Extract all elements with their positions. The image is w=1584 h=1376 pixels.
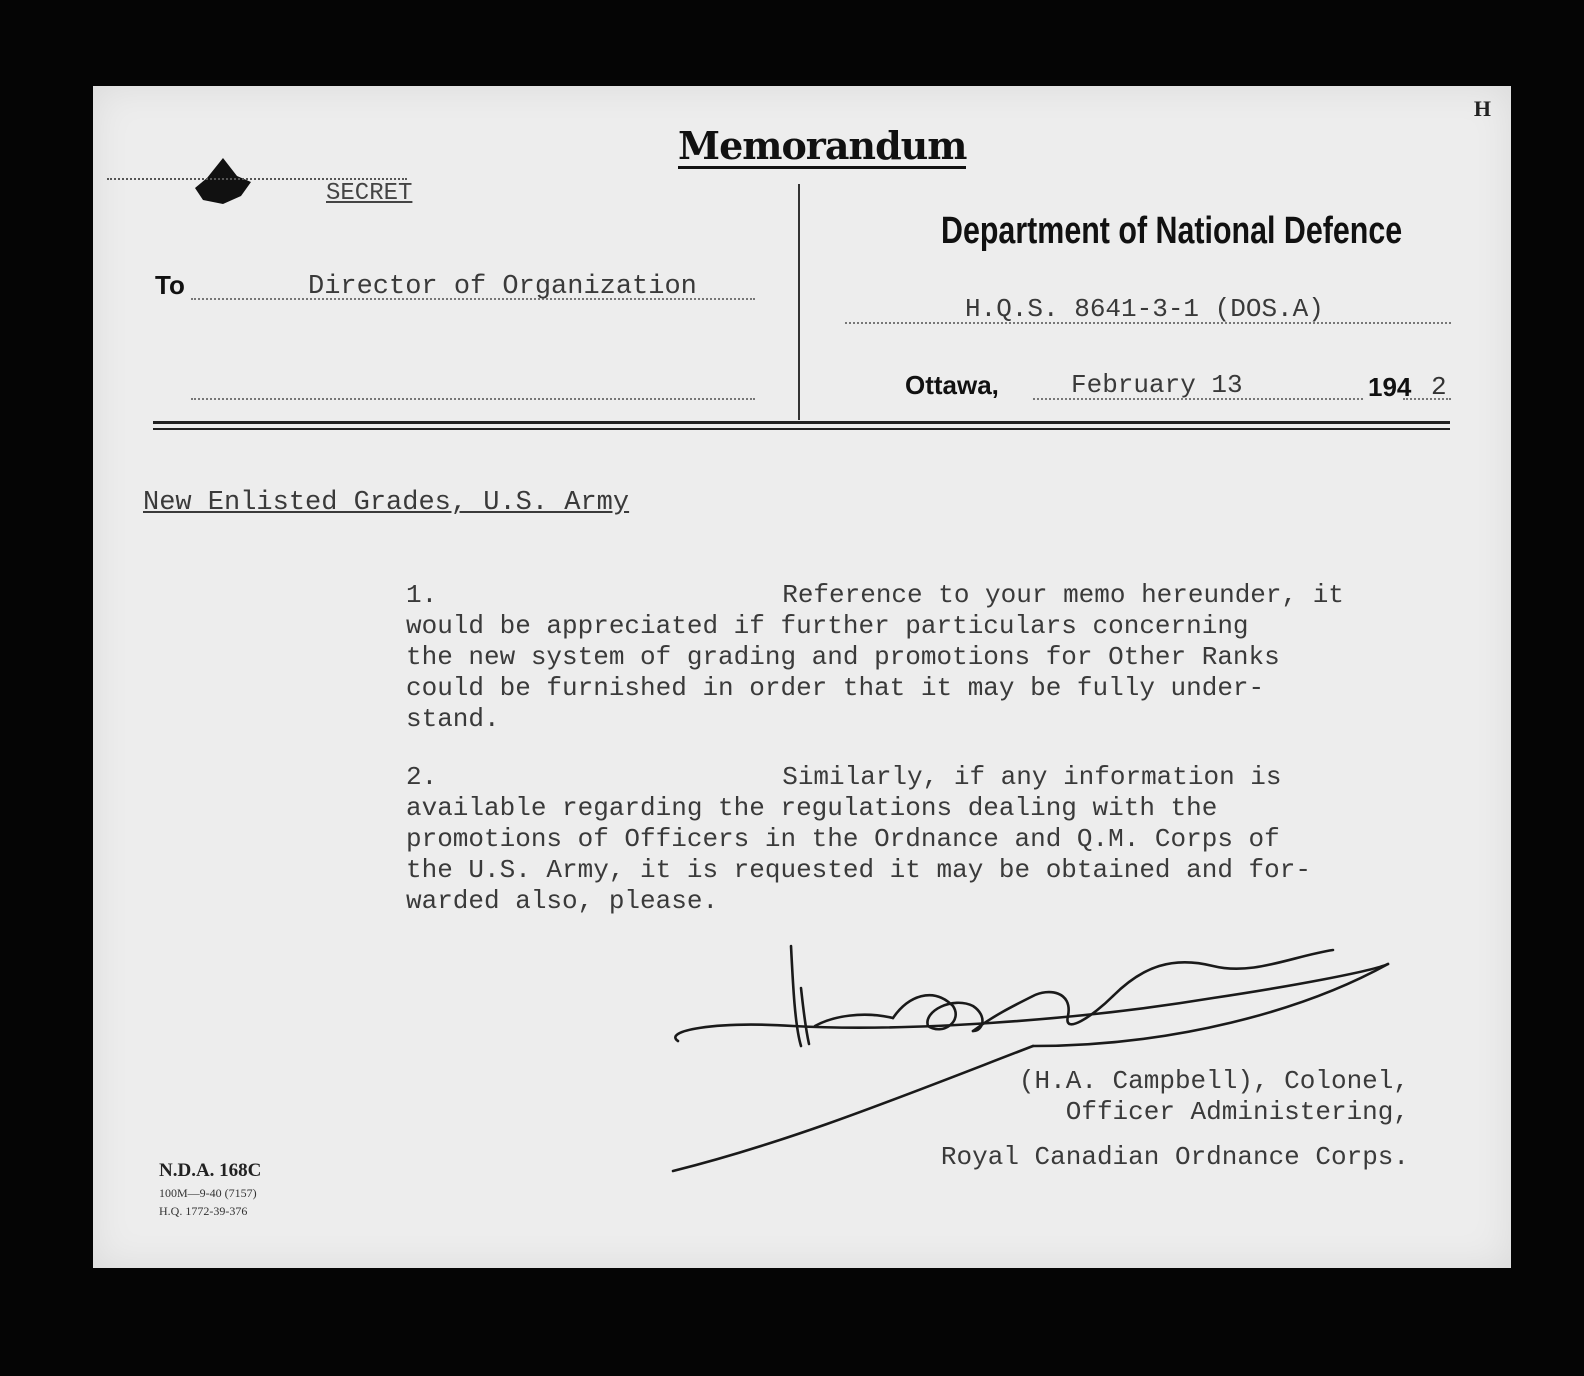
paragraph-line: would be appreciated if further particulars concerning [406,611,1249,641]
classification-label: SECRET [326,180,413,207]
form-number: N.D.A. 168C [159,1160,262,1181]
year-prefix: 194 [1368,372,1412,402]
paragraph-line: promotions of Officers in the Ordnance and Q.M. Corps of [406,824,1280,854]
signatory-unit [941,1142,1409,1172]
header-rule-top [153,421,1450,424]
form-print-line-2: H.Q. 1772-39-376 [159,1204,248,1218]
signatory-name-line: (H.A. Campbell), Colonel, [1018,1066,1409,1096]
form-print-line-1: 100M—9-40 (7157) [159,1186,257,1200]
to-line-2 [191,398,755,400]
memo-subject: New Enlisted Grades, U.S. Army [143,488,630,518]
department-name: Department of National Defence [941,210,1403,252]
to-label: To [155,270,185,300]
signatory-title [1066,1097,1409,1127]
file-reference: H.Q.S. 8641-3-1 (DOS.A) [965,294,1324,324]
paragraph-1 [406,580,1344,735]
signatory-unit-line: Royal Canadian Ordnance Corps. [940,1142,1409,1172]
memo-date: February 13 [1071,370,1243,400]
paragraph-first-line: Similarly, if any information is [782,762,1282,792]
paragraph-number: 1. [406,580,438,610]
header-rule-bottom [153,428,1450,430]
paragraph-line: stand. [406,704,500,734]
place-label: Ottawa, [905,370,999,400]
corner-mark: H [1473,96,1491,121]
year-suffix: 2 [1431,372,1447,402]
memorandum-sheet [93,86,1511,1268]
paragraph-line: the U.S. Army, it is requested it may be obtained and for- [406,855,1311,885]
year-line [1403,398,1451,400]
header-divider [798,184,800,420]
paragraph-line: available regarding the regulations dealing with the [406,793,1218,823]
memo-heading: Memorandum [678,123,967,168]
signatory-name [1019,1066,1409,1096]
paragraph-line: warded also, please. [406,886,719,916]
paragraph-first-line: Reference to your memo hereunder, it [782,580,1344,610]
paragraph-line: the new system of grading and promotions for Other Ranks [406,642,1280,672]
paragraph-number: 2. [406,762,438,792]
to-value: Director of Organization [308,272,697,302]
paragraph-line: could be furnished in order that it may be fully under- [406,673,1265,703]
signatory-title-line: Officer Administering, [1065,1097,1409,1127]
paragraph-2 [406,762,1311,917]
ink-blot-icon [193,156,253,206]
